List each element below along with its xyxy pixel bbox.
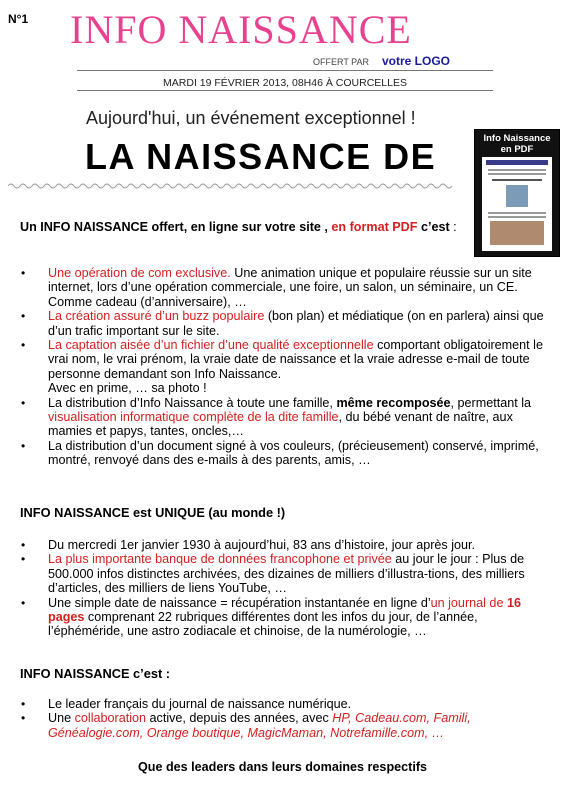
item-text: La distribution d’Info Naissance à toute une famille, <box>48 395 337 410</box>
list-item <box>0 552 545 595</box>
issue-number: N°1 <box>8 12 29 26</box>
item-text: comprenant 22 rubriques différentes dont les infos du jour, de l’année, l’éphéméride, une astro zodiacale et chinoise, de la numérologie, … <box>48 610 478 639</box>
thumbnail-caption-line1: Info Naissance <box>483 133 551 144</box>
intro-text: Un INFO NAISSANCE offert, en ligne sur votre site , <box>20 220 332 234</box>
sponsor-logo: votre LOGO <box>382 54 451 68</box>
section-heading: INFO NAISSANCE c’est : <box>20 666 171 681</box>
page-title: INFO NAISSANCE <box>70 7 412 52</box>
highlight: La captation aisée d’un fichier d’une qualité exceptionnelle <box>48 338 374 353</box>
list-item <box>0 711 545 740</box>
item-text: active, depuis des années, avec <box>146 711 333 726</box>
wavy-divider <box>8 181 470 191</box>
item-text: La distribution d’un document signé à vos couleurs, (précieusement) conservé, imprimé, montré, renvoyé dans des e-mails à des parents, amis, … <box>48 438 539 468</box>
pdf-thumbnail <box>474 129 560 257</box>
item-text: Avec en prime, … sa photo ! <box>48 381 207 396</box>
item-text: comportant obligatoirement le vrai nom, le vrai prénom, la vraie date de naissance et la vraie adresse e-mail de toute personne demandant son Info Naissance. <box>48 338 543 381</box>
item-text: Une animation unique et populaire réussie sur un site internet, lors d’une opération commerciale, une foire, un salon, un séminaire, un CE. Comme cadeau (d’anniversaire), … <box>48 266 532 309</box>
offert-par-label: OFFERT PAR <box>313 57 370 67</box>
headline: Aujourd'hui, un événement exceptionnel ! <box>86 108 416 128</box>
preview-photo <box>506 185 528 207</box>
item-text: , du bébé venant de naître, aux mamies et papys, tantes, oncles,… <box>48 410 513 439</box>
item-text: Du mercredi 1er janvier 1930 à aujourd’hui, 83 ans d’histoire, jour après jour. <box>48 538 476 552</box>
list-item <box>0 266 545 309</box>
list-item <box>0 338 545 396</box>
list-item <box>0 396 545 439</box>
pdf-page-preview <box>482 157 552 251</box>
highlight: collaboration <box>74 711 147 726</box>
intro-pdf-highlight: en format PDF <box>331 220 418 234</box>
thumbnail-caption <box>475 133 559 155</box>
thumbnail-caption-line2: en PDF <box>500 144 534 155</box>
divider <box>77 90 493 91</box>
item-text: , permettant la <box>450 395 532 410</box>
highlight: La création assuré d’un buzz populaire <box>48 309 265 324</box>
big-title: LA NAISSANCE DE <box>85 136 437 177</box>
closing-line: Que des leaders dans leurs domaines respectifs <box>137 760 428 774</box>
preview-line <box>488 212 546 214</box>
item-text: (bon plan) et médiatique (on en parlera) ainsi que d’un trafic important sur le site. <box>48 309 544 338</box>
dateline: MARDI 19 FÉVRIER 2013, 08H46 À COURCELLES <box>163 77 407 89</box>
section-heading: INFO NAISSANCE est UNIQUE (au monde !) <box>20 505 286 520</box>
list-item <box>0 538 545 552</box>
intro-colon: : <box>449 220 457 234</box>
unique-list <box>0 538 545 639</box>
highlight-bold: 16 pages <box>48 595 521 625</box>
divider <box>77 70 493 71</box>
highlight: Une opération de com exclusive. <box>48 266 231 280</box>
item-text: Une simple date de naissance = récupération instantanée en ligne d’ <box>48 595 431 610</box>
partner-list: HP, Cadeau.com, Famili, Généalogie.com, Orange boutique, MagicMaman, Notrefamille.com, … <box>48 711 471 740</box>
preview-line <box>488 216 546 218</box>
leader-list <box>0 697 545 740</box>
preview-line <box>488 169 546 171</box>
highlight: La plus importante banque de données francophone et privée <box>48 552 392 567</box>
preview-photo <box>490 221 544 245</box>
list-item <box>0 309 545 338</box>
intro-paragraph <box>20 219 470 235</box>
intro-text: c’est <box>417 220 450 234</box>
bold-text: même recomposée <box>336 395 451 410</box>
preview-line <box>492 179 542 181</box>
item-text: au jour le jour : Plus de 500.000 infos distinctes archivées, des dizaines de milliers d’illustra-tions, des milliers d’articles, des milliers de liens YouTube, … <box>48 552 525 596</box>
preview-title-bar <box>486 160 548 165</box>
list-item <box>0 439 545 468</box>
item-text: Le leader français du journal de naissance numérique. <box>48 697 352 711</box>
list-item <box>0 596 545 639</box>
item-text: Une <box>48 711 75 726</box>
preview-line <box>488 173 546 175</box>
benefits-list <box>0 266 545 468</box>
highlight: un journal de <box>430 595 507 610</box>
highlight: visualisation informatique complète de la dite famille <box>48 410 339 425</box>
list-item <box>0 697 545 711</box>
